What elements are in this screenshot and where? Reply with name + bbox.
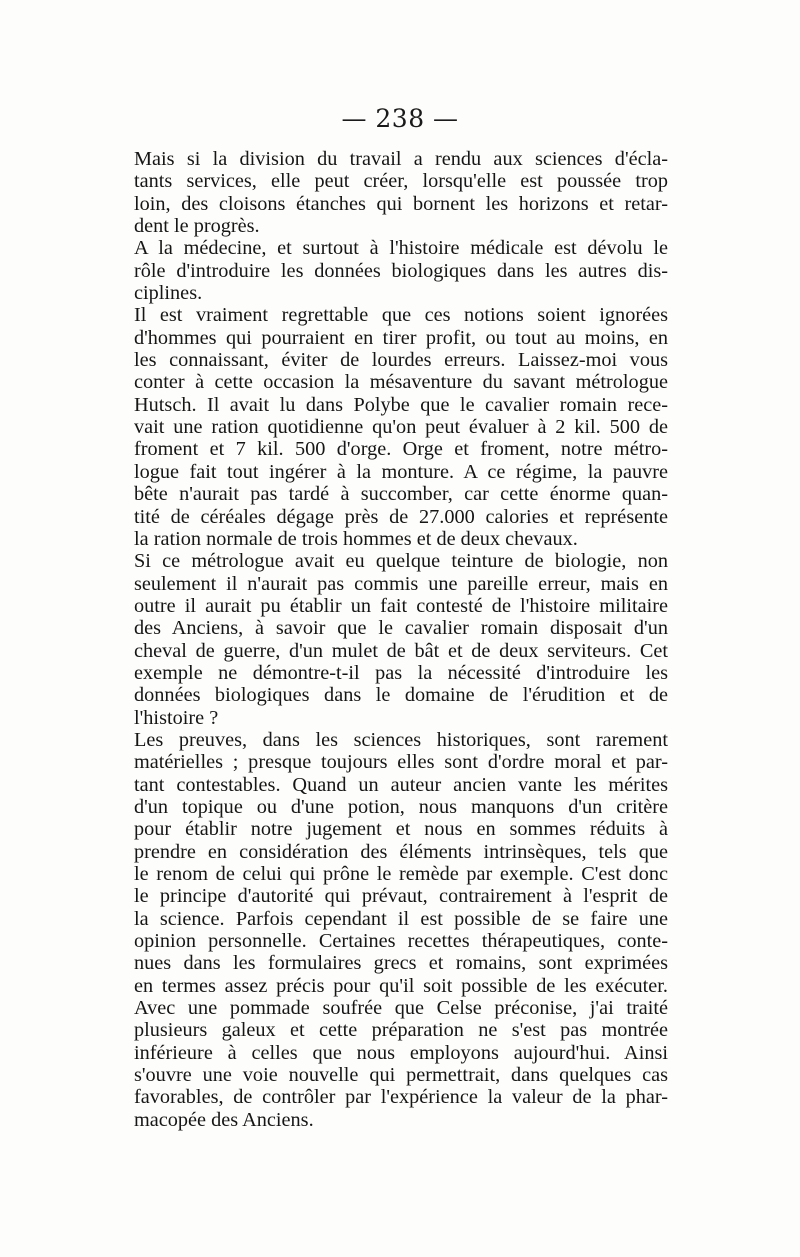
- text-line: pour établir notre jugement et nous en sommes réduits à: [134, 818, 668, 841]
- text-line: favorables, de contrôler par l'expérience la valeur de la phar-: [134, 1086, 668, 1109]
- text-line: bête n'aurait pas tardé à succomber, car cette énorme quan-: [134, 483, 668, 506]
- text-line: opinion personnelle. Certaines recettes thérapeutiques, conte-: [134, 930, 668, 953]
- text-line: dent le progrès.: [134, 215, 260, 238]
- page-number: — 238 —: [341, 104, 459, 133]
- text-line: ciplines.: [134, 282, 203, 305]
- text-line: d'un topique ou d'une potion, nous manquons d'un critère: [134, 795, 668, 818]
- text-line: Hutsch. Il avait lu dans Polybe que le cavalier romain rece-: [134, 393, 668, 416]
- text-line: froment et 7 kil. 500 d'orge. Orge et froment, notre métro-: [134, 438, 668, 461]
- text-line: le principe d'autorité qui prévaut, contrairement à l'esprit de: [134, 885, 668, 908]
- text-line: nues dans les formulaires grecs et romains, sont exprimées: [134, 952, 668, 975]
- text-line: vait une ration quotidienne qu'on peut évaluer à 2 kil. 500 de: [134, 416, 668, 439]
- text-line: des Anciens, à savoir que le cavalier romain disposait d'un: [134, 617, 668, 640]
- text-line: conter à cette occasion la mésaventure du savant métrologue: [134, 371, 668, 394]
- text-line: la science. Parfois cependant il est possible de se faire une: [134, 907, 668, 930]
- text-line: l'histoire ?: [134, 706, 219, 729]
- text-line: logue fait tout ingérer à la monture. A ce régime, la pauvre: [134, 460, 668, 483]
- text-line: seulement il n'aurait pas commis une pareille erreur, mais en: [134, 572, 668, 595]
- text-line: matérielles ; presque toujours elles sont d'ordre moral et par-: [134, 751, 668, 774]
- text-line: prendre en considération des éléments intrinsèques, tels que: [134, 840, 668, 863]
- text-line: la ration normale de trois hommes et de deux chevaux.: [134, 527, 578, 550]
- text-line: Mais si la division du travail a rendu aux sciences d'écla-: [134, 148, 668, 170]
- text-line: tité de céréales dégage près de 27.000 calories et représente: [134, 505, 668, 528]
- text-line: rôle d'introduire les données biologiques dans les autres dis-: [134, 259, 668, 282]
- text-line: exemple ne démontre-t-il pas la nécessité d'introduire les: [134, 661, 668, 684]
- text-line: macopée des Anciens.: [134, 1108, 314, 1131]
- text-line: s'ouvre une voie nouvelle qui permettrait, dans quelques cas: [134, 1064, 668, 1087]
- text-line: Avec une pommade soufrée que Celse préconise, j'ai traité: [134, 997, 668, 1020]
- text-line: A la médecine, et surtout à l'histoire médicale est dévolu le: [134, 237, 668, 260]
- text-line: en termes assez précis pour qu'il soit possible de les exécuter.: [134, 974, 668, 997]
- text-line: Si ce métrologue avait eu quelque teinture de biologie, non: [134, 550, 668, 573]
- text-line: tants services, elle peut créer, lorsqu'elle est poussée trop: [134, 170, 668, 193]
- text-line: le renom de celui qui prône le remède par exemple. C'est donc: [134, 863, 668, 885]
- text-line: d'hommes qui pourraient en tirer profit, ou tout au moins, en: [134, 326, 668, 349]
- text-line: outre il aurait pu établir un fait contesté de l'histoire militaire: [134, 594, 668, 617]
- text-line: loin, des cloisons étanches qui bornent les horizons et retar-: [134, 192, 668, 215]
- text-line: inférieure à celles que nous employons aujourd'hui. Ainsi: [134, 1041, 668, 1064]
- body-text: [134, 148, 668, 1131]
- text-line: les connaissant, éviter de lourdes erreurs. Laissez-moi vous: [134, 349, 668, 372]
- text-line: Les preuves, dans les sciences historiques, sont rarement: [134, 728, 668, 751]
- text-line: tant contestables. Quand un auteur ancien vante les mérites: [134, 773, 668, 796]
- text-line: cheval de guerre, d'un mulet de bât et de deux serviteurs. Cet: [134, 639, 668, 662]
- text-line: données biologiques dans le domaine de l'érudition et de: [134, 684, 668, 707]
- text-line: plusieurs galeux et cette préparation ne s'est pas montrée: [134, 1019, 668, 1042]
- text-line: Il est vraiment regrettable que ces notions soient ignorées: [134, 304, 668, 327]
